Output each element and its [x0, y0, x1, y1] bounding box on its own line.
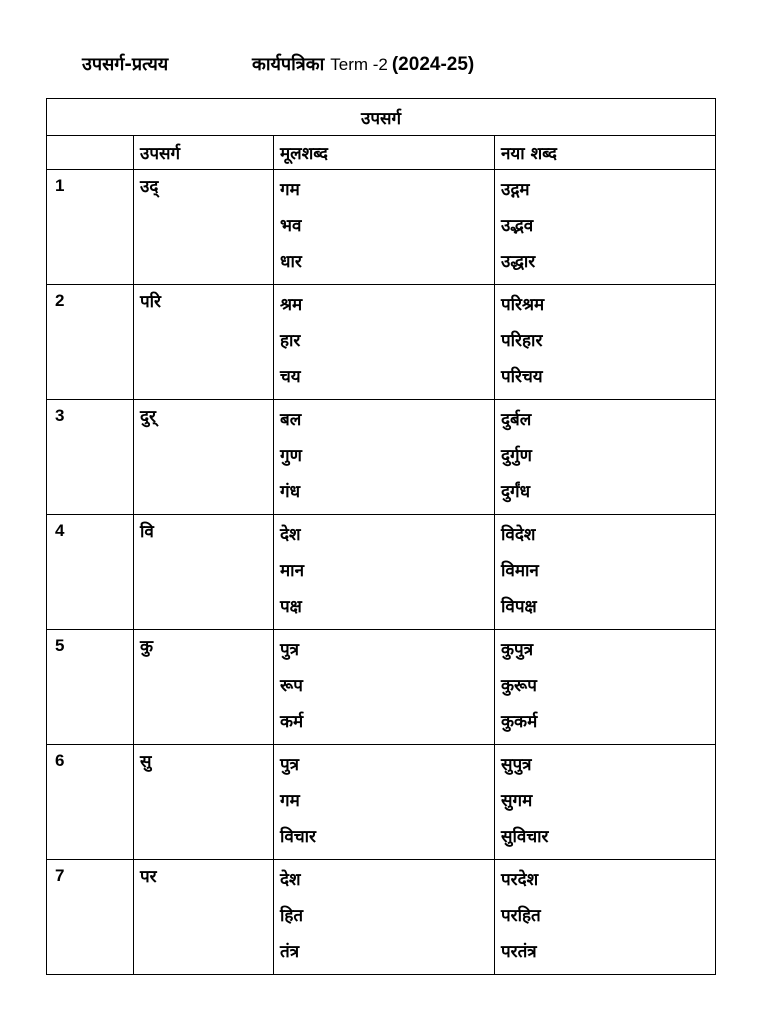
- root-word: देश: [280, 870, 301, 890]
- root-word: धार: [280, 252, 302, 272]
- row-number: 3: [47, 400, 134, 515]
- new-word: सुगम: [501, 791, 533, 811]
- table-row: [47, 745, 716, 860]
- root-word: विचार: [280, 827, 317, 847]
- prefix-cell: कु: [134, 630, 274, 745]
- root-word: चय: [280, 367, 301, 387]
- root-word: पुत्र: [280, 640, 300, 660]
- table-caption: उपसर्ग: [47, 99, 716, 136]
- new-word: दुर्गंध: [501, 482, 531, 502]
- table-row: [47, 285, 716, 400]
- row-number: 2: [47, 285, 134, 400]
- worksheet-subtitle: कार्यपत्रिका: [252, 54, 325, 75]
- prefix-cell: सु: [134, 745, 274, 860]
- table-row: [47, 400, 716, 515]
- root-word: भव: [280, 216, 302, 236]
- new-word: विदेश: [501, 525, 536, 545]
- new-word: परहित: [501, 906, 541, 926]
- root-word-cell: [274, 630, 495, 745]
- root-word: गुण: [280, 446, 302, 466]
- prefix-cell: उद्: [134, 170, 274, 285]
- new-word-cell: [495, 285, 716, 400]
- column-header-new-word: नया शब्द: [495, 136, 716, 170]
- root-word: हित: [280, 906, 304, 926]
- prefix-cell: पर: [134, 860, 274, 975]
- new-word: विमान: [501, 561, 539, 581]
- root-word: गम: [280, 791, 300, 811]
- academic-year: (2024-25): [391, 54, 475, 75]
- root-word: कर्म: [280, 712, 304, 732]
- column-header-prefix: उपसर्ग: [134, 136, 274, 170]
- root-word: हार: [280, 331, 301, 351]
- new-word: दुर्गुण: [501, 446, 532, 466]
- root-word: रूप: [280, 676, 303, 696]
- root-word-cell: [274, 400, 495, 515]
- row-number: 4: [47, 515, 134, 630]
- root-word: मान: [280, 561, 305, 581]
- new-word: दुर्बल: [501, 410, 532, 430]
- new-word: परिचय: [501, 367, 543, 387]
- worksheet-title: उपसर्ग-प्रत्यय: [82, 54, 169, 75]
- root-word: देश: [280, 525, 301, 545]
- root-word: तंत्र: [280, 942, 300, 962]
- table-row: [47, 515, 716, 630]
- new-word: कुरूप: [501, 676, 537, 696]
- root-word: श्रम: [280, 295, 303, 315]
- term-label: Term -2: [330, 55, 388, 74]
- new-word: उद्गम: [501, 180, 530, 200]
- root-word-cell: [274, 515, 495, 630]
- new-word: कुपुत्र: [501, 640, 534, 660]
- root-word: बल: [280, 410, 302, 430]
- new-word: विपक्ष: [501, 597, 537, 617]
- row-number: 5: [47, 630, 134, 745]
- prefix-table: [46, 98, 716, 975]
- root-word: पुत्र: [280, 755, 300, 775]
- new-word-cell: [495, 170, 716, 285]
- table-row: [47, 860, 716, 975]
- new-word-cell: [495, 400, 716, 515]
- root-word-cell: [274, 170, 495, 285]
- new-word: उद्भव: [501, 216, 534, 236]
- new-word-cell: [495, 630, 716, 745]
- root-word: पक्ष: [280, 597, 302, 617]
- new-word: परदेश: [501, 870, 539, 890]
- root-word-cell: [274, 285, 495, 400]
- new-word: परिश्रम: [501, 295, 545, 315]
- prefix-cell: वि: [134, 515, 274, 630]
- new-word: परिहार: [501, 331, 543, 351]
- page-header: [0, 48, 768, 80]
- column-header-number: [47, 136, 134, 170]
- prefix-cell: परि: [134, 285, 274, 400]
- prefix-cell: दुर्: [134, 400, 274, 515]
- new-word: सुपुत्र: [501, 755, 532, 775]
- row-number: 1: [47, 170, 134, 285]
- table-row: [47, 630, 716, 745]
- worksheet-subtitle-group: [252, 52, 474, 76]
- new-word-cell: [495, 860, 716, 975]
- new-word: सुविचार: [501, 827, 549, 847]
- column-header-root-word: मूलशब्द: [274, 136, 495, 170]
- row-number: 6: [47, 745, 134, 860]
- new-word: कुकर्म: [501, 712, 538, 732]
- new-word: उद्धार: [501, 252, 536, 272]
- new-word-cell: [495, 745, 716, 860]
- new-word-cell: [495, 515, 716, 630]
- root-word: गंध: [280, 482, 301, 502]
- root-word-cell: [274, 860, 495, 975]
- root-word: गम: [280, 180, 300, 200]
- table-row: [47, 170, 716, 285]
- root-word-cell: [274, 745, 495, 860]
- new-word: परतंत्र: [501, 942, 537, 962]
- row-number: 7: [47, 860, 134, 975]
